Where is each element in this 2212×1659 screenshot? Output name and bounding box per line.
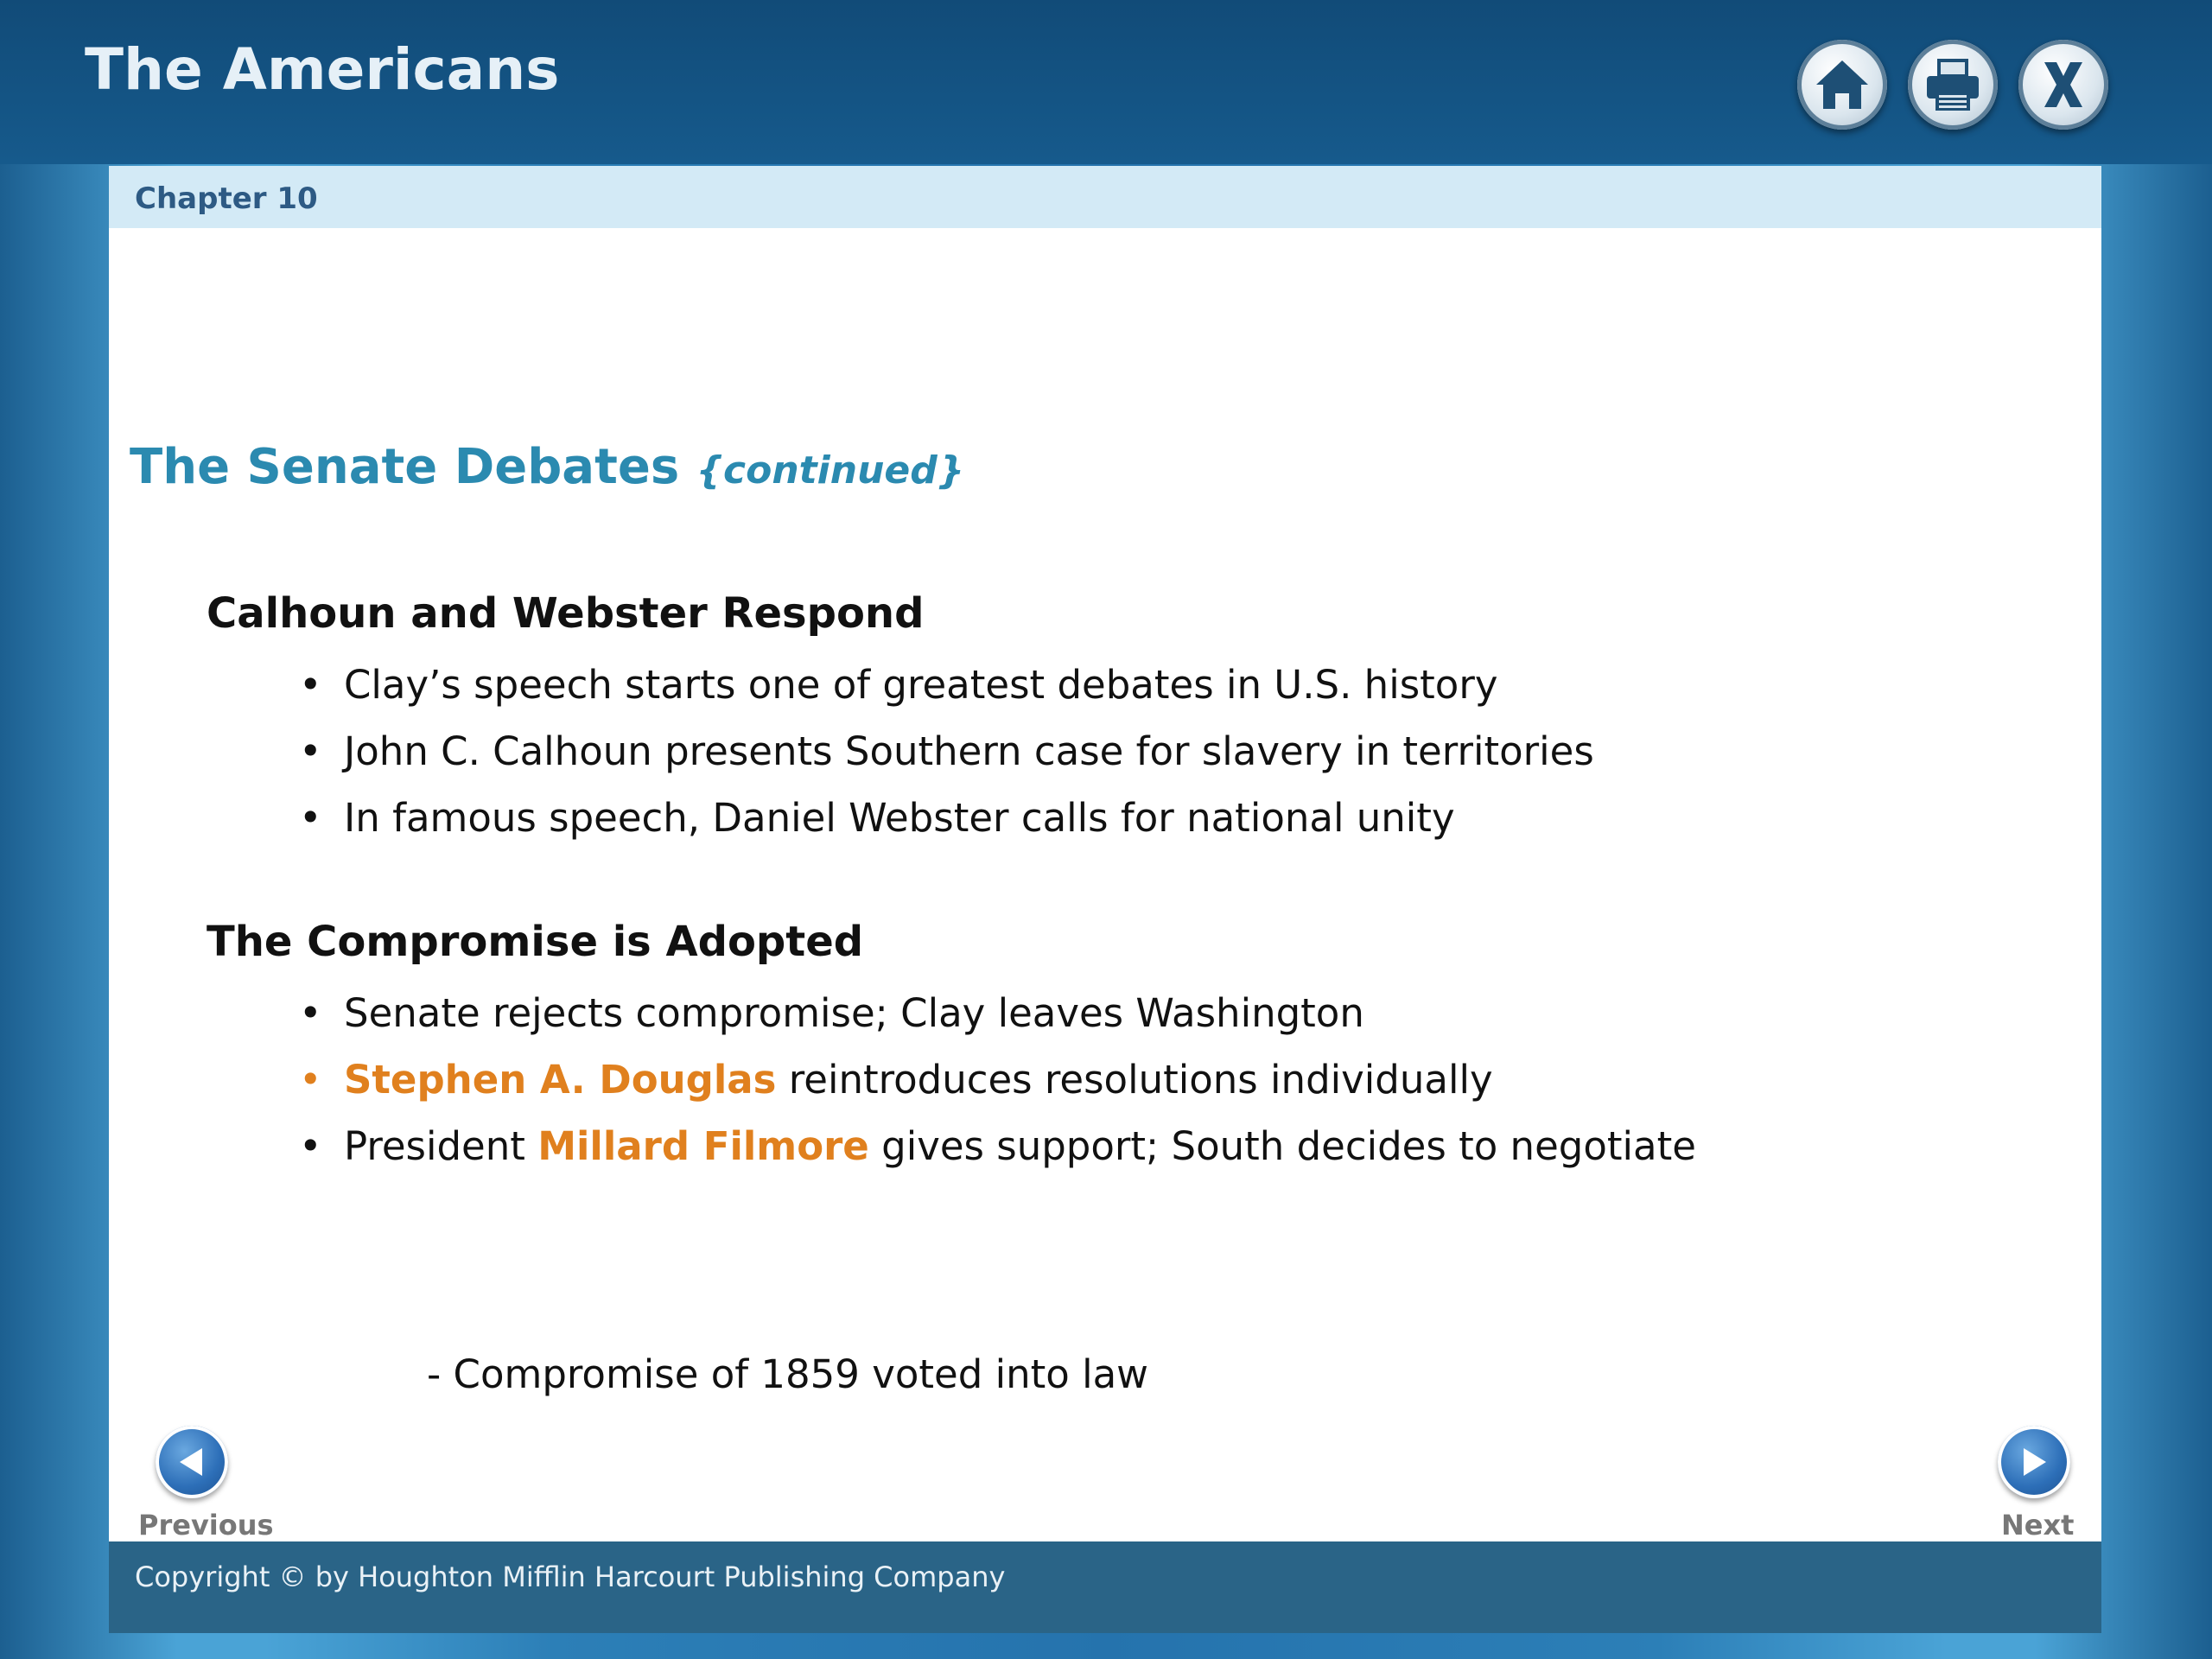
copyright-text: Copyright © by Houghton Mifflin Harcourt Publishing Company [135,1560,1006,1593]
highlight-millard-filmore: Millard Filmore [537,1123,869,1169]
highlight-stephen-douglas: Stephen A. Douglas [344,1057,777,1103]
next-label[interactable]: Next [2001,1509,2075,1541]
print-button[interactable] [1908,40,1998,130]
bullet-text: John C. Calhoun presents Southern case for slavery in territories [344,728,1594,774]
chapter-label: Chapter 10 [135,181,318,216]
home-button[interactable] [1797,40,1887,130]
sub-item-compromise-1859: - Compromise of 1859 voted into law [427,1351,1148,1397]
chapter-bar [109,166,2101,228]
previous-label[interactable]: Previous [138,1509,274,1541]
bullet-dot: • [299,662,322,708]
previous-button[interactable] [156,1426,228,1498]
home-icon [1797,40,1887,130]
bullet-item [299,785,1594,851]
bullet-dot: • [299,795,322,841]
slide-title-suffix: {continued} [696,448,965,493]
slide-title [130,439,964,495]
section-heading-compromise-adopted: The Compromise is Adopted [207,918,864,966]
close-icon [2018,40,2108,130]
app-title: The Americans [85,36,560,103]
bullet-dot: • [299,728,322,774]
top-bar [0,0,2212,164]
bullet-item [299,980,1696,1046]
bullet-dot: • [299,990,322,1036]
bullet-list-compromise-adopted [299,980,1696,1179]
bullet-text-prefix: President [344,1123,538,1169]
close-button[interactable] [2018,40,2108,130]
bullet-text: gives support; South decides to negotiate [868,1123,1696,1169]
bullet-dot: • [299,1123,322,1169]
bullet-list-calhoun-webster [299,652,1594,851]
bullet-text: reintroduces resolutions individually [776,1057,1493,1103]
arrow-right-icon [1998,1426,2070,1498]
bullet-item [299,718,1594,785]
printer-icon [1908,40,1998,130]
slide-content [109,166,2101,1541]
bullet-item [299,1046,1696,1113]
footer-bar [109,1541,2101,1633]
arrow-left-icon [156,1426,228,1498]
slide-title-text: The Senate Debates [130,439,680,495]
bullet-item [299,1113,1696,1179]
bullet-text: Senate rejects compromise; Clay leaves Washington [344,990,1364,1036]
bullet-dot: • [299,1057,322,1103]
next-button[interactable] [1998,1426,2070,1498]
bullet-text: Clay’s speech starts one of greatest debates in U.S. history [344,662,1498,708]
section-heading-calhoun-webster: Calhoun and Webster Respond [207,589,925,638]
bullet-item [299,652,1594,718]
bullet-text: In famous speech, Daniel Webster calls for national unity [344,795,1455,841]
